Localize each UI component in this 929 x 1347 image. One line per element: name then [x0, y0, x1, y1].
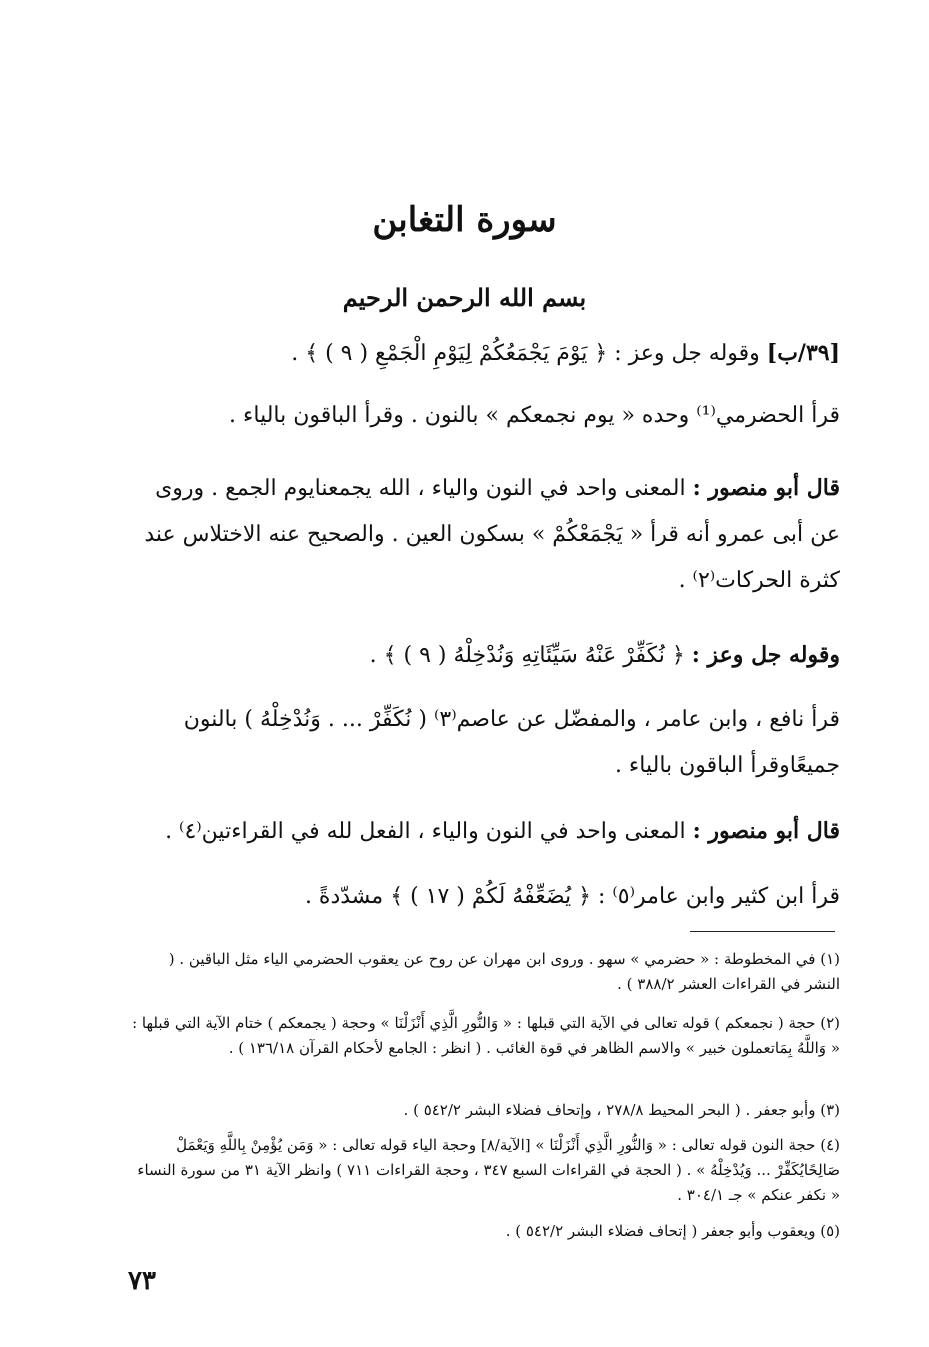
footnote-divider [690, 931, 835, 932]
footnote-4: (٤) حجة النون قوله تعالى : « وَالنُّورِ الَّذِي أَنْزَلْنَا » [الآية/٨] وحجة الياء قوله تعالى : « وَمَن يُؤْمِنْ بِاللَّهِ وَيَعْمَلْ صَالِحًايُكَفِّرْ ... وَيُدْخِلْهُ » . ( الحجة في القراءات السبع ٣٤٧ ، وحجة القراءات ٧١١ ) وانظر الآية ٣١ من سورة النساء « نكفر عنكم » جـ ٣٠٤/١ . [137, 1136, 840, 1204]
paragraph-abu-mansur-2 [130, 808, 840, 855]
paragraph-reading-nafi [130, 696, 840, 789]
paragraph-text: قرأ ابن كثير وابن عامر⁽٥⁾ : ﴿ يُضَعِّفْهُ لَكُمْ ( ١٧ ) ﴾ مشدّدةً . [304, 884, 840, 909]
page-number: ٧٣ [128, 1266, 156, 1296]
folio-marker: [٣٩/ب] [766, 340, 840, 366]
paragraph-verse-9-second [130, 632, 840, 679]
paragraph-lead: وقوله جل وعز : [691, 642, 840, 668]
paragraph-verse-9-intro [130, 330, 840, 377]
paragraph-text: ﴿ نُكَفِّرْ عَنْهُ سَيِّئَاتِهِ وَنُدْخِلْهُ ( ٩ ) ﴾ . [369, 643, 692, 668]
paragraph-text: المعنى واحد في النون والياء ، الله يجمعنايوم الجمع . وروى عن أبى عمرو أنه قرأ « يَجْمَعْكُمْ » بسكون العين . والصحيح عنه الاختلاس عند كثرة الحركات⁽٢⁾ . [144, 476, 840, 593]
footnote-5: (٥) ويعقوب وأبو جعفر ( إتحاف فضلاء البشر ٥٤٢/٢ ) . [505, 1222, 840, 1240]
paragraph-abu-mansur-1 [130, 465, 840, 604]
footnote-1: (١) في المخطوطة : « حضرمي » سهو . وروى ابن مهران عن روح عن يعقوب الحضرمي الياء مثل الباقين . ( النشر في القراءات العشر ٣٨٨/٢ ) . [168, 950, 840, 993]
paragraph-text: وقوله جل وعز : ﴿ يَوْمَ يَجْمَعُكُمْ لِيَوْمِ الْجَمْعِ ( ٩ ) ﴾ . [291, 341, 767, 366]
paragraph-lead: قال أبو منصور : [692, 475, 840, 501]
footnote-2: (٢) حجة ( نجمعكم ) قوله تعالى في الآية التي قبلها : « وَالنُّورِ الَّذِي أَنْزَلْنَا » وحجة ( يجمعكم ) ختام الآية التي قبلها : « وَاللَّهُ بِمَاتعملون خبير » والاسم الظاهر في قوة الغائب . ( انظر : الجامع لأحكام القرآن ١٣٦/١٨ ) . [132, 1014, 840, 1057]
paragraph-text: قرأ الحضرمي⁽¹⁾ وحده « يوم نجمعكم » بالنون . وقرأ الباقون بالياء . [229, 403, 840, 428]
footnote-3: (٣) وأبو جعفر . ( البحر المحيط ٢٧٨/٨ ، وإتحاف فضلاء البشر ٥٤٢/٢ ) . [403, 1101, 840, 1119]
surah-title: سورة التغابن [372, 200, 557, 240]
paragraph-verse-17 [130, 873, 840, 920]
paragraph-reading-hadrami [130, 392, 840, 439]
paragraph-text: المعنى واحد في النون والياء ، الفعل لله في القراءتين⁽٤⁾ . [165, 819, 693, 844]
basmala: بسم الله الرحمن الرحيم [342, 283, 587, 312]
paragraph-text: قرأ نافع ، وابن عامر ، والمفضّل عن عاصم⁽٣⁾ ( نُكَفِّرْ ... . وَنُدْخِلْهُ ) بالنون جميعًاوقرأ الباقون بالياء . [183, 707, 840, 778]
paragraph-lead: قال أبو منصور : [692, 818, 840, 844]
